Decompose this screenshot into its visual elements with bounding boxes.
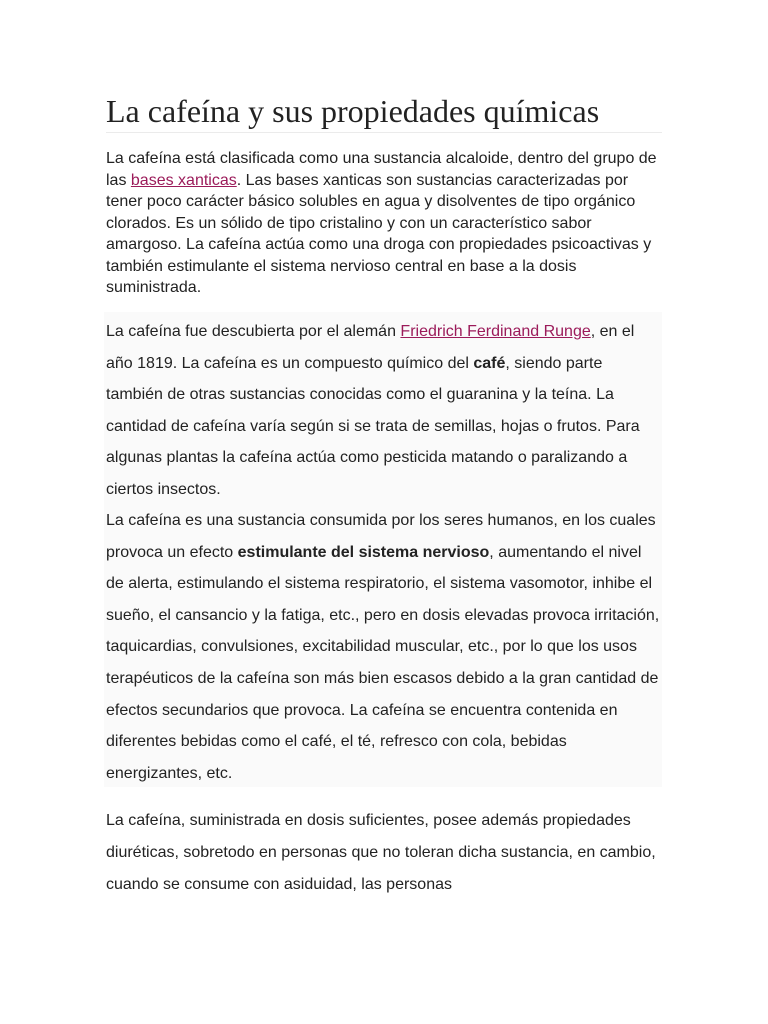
paragraph-discovery-text-2: , en el año 1819. La cafeína es un compuesto químico del (106, 323, 635, 372)
paragraph-intro (106, 148, 662, 299)
paragraph-discovery (106, 316, 662, 506)
paragraph-intro-text-1: La cafeína está clasificada como una sustancia alcaloide, dentro del grupo de las (106, 150, 657, 189)
article-title: La cafeína y sus propiedades químicas (106, 92, 662, 133)
estimulante-bold: estimulante del sistema nervioso (237, 543, 490, 561)
paragraph-effects (106, 505, 662, 789)
paragraph-diuretic: La cafeína, suministrada en dosis suficientes, posee además propiedades diuréticas, sobretodo en personas que no toleran dicha sustancia, en cambio, cuando se consume con asiduidad, las personas (106, 812, 656, 893)
cafe-bold: café (473, 354, 506, 372)
paragraph-discovery-text-1: La cafeína fue descubierta por el alemán (106, 323, 401, 340)
paragraph-effects-text-1: La cafeína es una sustancia consumida por los seres humanos, en los cuales provoca un efecto (106, 512, 656, 561)
paragraph-effects-text-2: , aumentando el nivel de alerta, estimulando el sistema respiratorio, el sistema vasomotor, inhibe el sueño, el cansancio y la fatiga, etc., pero en dosis elevadas provoca irritación, taquicardias, convulsiones, excitabilidad muscular, etc., por lo que los usos terapéuticos de la cafeína son más bien escasos debido a la gran cantidad de efectos secundarios que provoca. La cafeína se encuentra contenida en diferentes bebidas como el café, el té, refresco con cola, bebidas energizantes, etc. (106, 543, 660, 782)
paragraph-discovery-text-3: , siendo parte también de otras sustancias conocidas como el guaranina y la teína. La cantidad de cafeína varía según si se trata de semillas, hojas o frutos. Para algunas plantas la cafeína actúa como pesticida matando o paralizando a ciertos insectos. (106, 354, 640, 498)
paragraph-intro-text-2: . Las bases xanticas son sustancias caracterizadas por tener poco carácter básico solubles en agua y disolventes de tipo orgánico clorados. Es un sólido de tipo cristalino y con un característico sabor amargoso. La cafeína actúa como una droga con propiedades psicoactivas y también estimulante el sistema nervioso central en base a la dosis suministrada. (106, 171, 652, 296)
bases-xanticas-link[interactable]: bases xanticas (130, 171, 237, 189)
friedrich-ferdinand-runge-link[interactable]: Friedrich Ferdinand Runge (400, 323, 591, 340)
